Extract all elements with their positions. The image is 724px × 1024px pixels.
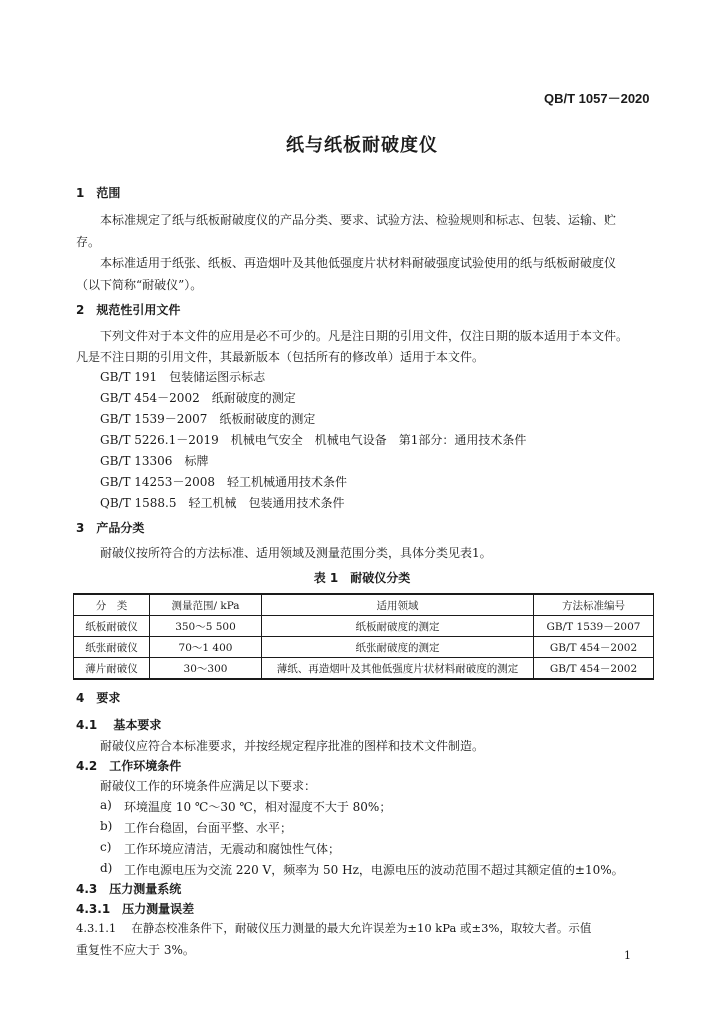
classification-table <box>73 593 654 680</box>
reference-item: GB/T 191 包装储运图示标志 <box>100 370 266 384</box>
table-cell: GB/T 454－2002 <box>534 637 654 658</box>
reference-item: QB/T 1588.5 轻工机械 包装通用技术条件 <box>100 496 345 510</box>
section-4-heading: 4 要求 <box>76 691 121 705</box>
page-number: 1 <box>624 949 631 962</box>
section-4-3-1-1-paragraph-cont: 重复性不应大于 3%。 <box>76 943 195 957</box>
standard-code: QB/T 1057－2020 <box>544 91 650 106</box>
table-cell: 纸板耐破仪 <box>74 616 150 637</box>
section-2-heading: 2 规范性引用文件 <box>76 303 181 317</box>
section-3-heading: 3 产品分类 <box>76 521 145 535</box>
section-3-paragraph: 耐破仪按所符合的方法标准、适用领域及测量范围分类，具体分类见表1。 <box>100 546 492 560</box>
table-header-row <box>74 594 654 616</box>
reference-item: GB/T 1539－2007 纸板耐破度的测定 <box>100 412 316 426</box>
section-4-3-1-heading: 4.3.1 压力测量误差 <box>76 902 195 916</box>
section-4-2-paragraph: 耐破仪工作的环境条件应满足以下要求： <box>100 779 317 793</box>
table-cell: 纸张耐破度的测定 <box>262 637 534 658</box>
list-item-label: c) <box>100 840 112 854</box>
list-item-label: b) <box>100 819 113 833</box>
table-cell: GB/T 1539－2007 <box>534 616 654 637</box>
reference-item: GB/T 454－2002 纸耐破度的测定 <box>100 391 296 405</box>
table-cell: 30～300 <box>150 658 262 680</box>
list-item-label: a) <box>100 798 112 812</box>
section-1-paragraph-1: 本标准规定了纸与纸板耐破度仪的产品分类、要求、试验方法、检验规则和标志、包装、运输、贮 <box>100 213 617 227</box>
table-cell: 纸张耐破仪 <box>74 637 150 658</box>
table-cell: GB/T 454－2002 <box>534 658 654 680</box>
document-title: 纸与纸板耐破度仪 <box>286 135 438 156</box>
list-item: 工作电源电压为交流 220 V，频率为 50 Hz，电源电压的波动范围不超过其额定值的±10%。 <box>124 863 624 877</box>
table-cell: 薄片耐破仪 <box>74 658 150 680</box>
list-item-label: d) <box>100 861 113 875</box>
section-4-3-1-1-paragraph: 4.3.1.1 在静态校准条件下，耐破仪压力测量的最大允许误差为±10 kPa 或±3%，取较大者。示值 <box>76 921 592 935</box>
reference-item: GB/T 13306 标牌 <box>100 454 209 468</box>
table-row <box>74 616 654 637</box>
table-header-cell: 方法标准编号 <box>534 594 654 616</box>
section-4-2-heading: 4.2 工作环境条件 <box>76 759 182 773</box>
section-1-paragraph-2: 本标准适用于纸张、纸板、再造烟叶及其他低强度片状材料耐破强度试验使用的纸与纸板耐破度仪 <box>100 256 617 270</box>
table-caption: 表 1 耐破仪分类 <box>313 571 411 585</box>
table-row <box>74 637 654 658</box>
table-header-cell: 测量范围/ kPa <box>150 594 262 616</box>
section-1-heading: 1 范围 <box>76 186 121 200</box>
list-item: 工作环境应清洁，无震动和腐蚀性气体； <box>124 842 341 856</box>
section-2-paragraph: 下列文件对于本文件的应用是必不可少的。凡是注日期的引用文件，仅注日期的版本适用于本文件。 <box>100 329 629 343</box>
section-2-paragraph-cont: 凡是不注日期的引用文件，其最新版本（包括所有的修改单）适用于本文件。 <box>76 350 485 364</box>
section-4-3-heading: 4.3 压力测量系统 <box>76 882 182 896</box>
table-header-cell: 适用领域 <box>262 594 534 616</box>
section-1-paragraph-2-cont: （以下简称“耐破仪”）。 <box>76 278 203 292</box>
section-4-1-paragraph: 耐破仪应符合本标准要求，并按经规定程序批准的图样和技术文件制造。 <box>100 739 485 753</box>
section-1-paragraph-1-cont: 存。 <box>76 235 101 249</box>
table-cell: 纸板耐破度的测定 <box>262 616 534 637</box>
list-item: 工作台稳固，台面平整、水平； <box>124 821 293 835</box>
table-cell: 薄纸、再造烟叶及其他低强度片状材料耐破度的测定 <box>262 658 534 680</box>
reference-item: GB/T 5226.1－2019 机械电气安全 机械电气设备 第1部分：通用技术条件 <box>100 433 527 447</box>
section-4-1-heading: 4.1 基本要求 <box>76 718 162 732</box>
table-header-cell: 分 类 <box>74 594 150 616</box>
list-item: 环境温度 10 ℃～30 ℃，相对湿度不大于 80%； <box>124 800 392 814</box>
reference-item: GB/T 14253－2008 轻工机械通用技术条件 <box>100 475 347 489</box>
table-row <box>74 658 654 680</box>
table-cell: 350～5 500 <box>150 616 262 637</box>
table-cell: 70～1 400 <box>150 637 262 658</box>
